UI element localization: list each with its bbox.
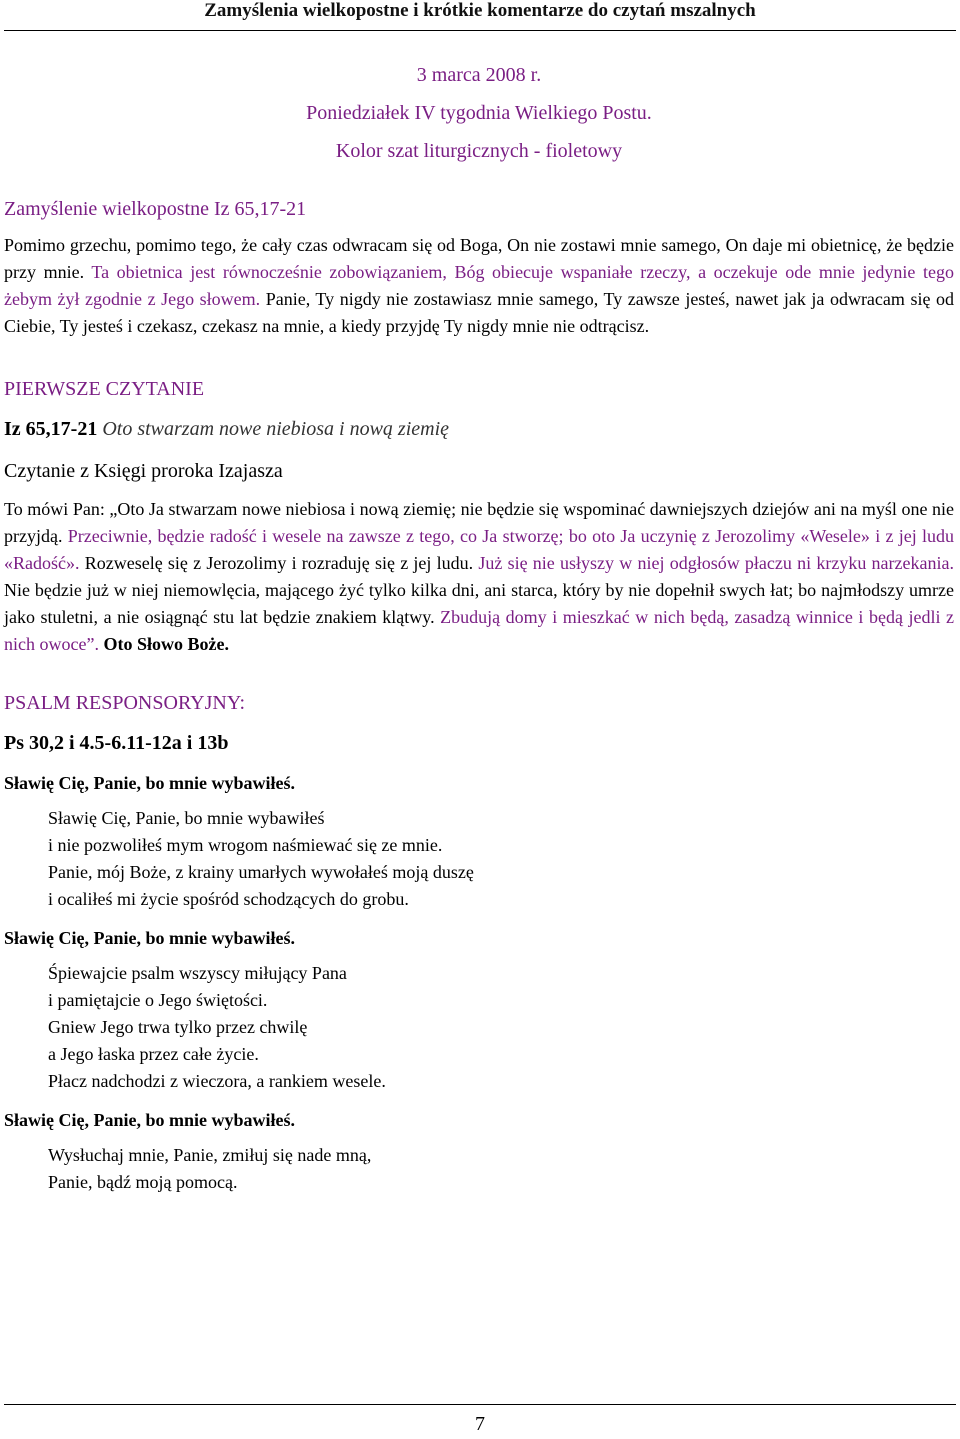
page-footer (4, 1404, 956, 1439)
first-reading-source: Czytanie z Księgi proroka Izajasza (4, 460, 283, 482)
page-content (4, 30, 954, 1196)
reading-text-c: Rozweselę się z Jerozolimy i rozraduję się z jej ludu. (79, 553, 474, 573)
psalm-stanza-3 (4, 1142, 954, 1196)
first-reading-heading: PIERWSZE CZYTANIE (4, 378, 205, 400)
running-header (4, 0, 956, 31)
psalm-stanza-2 (4, 960, 954, 1095)
first-reading-title (4, 414, 954, 444)
reflection-heading: Zamyślenie wielkopostne Iz 65,17-21 (4, 198, 307, 220)
verse-line: Panie, mój Boże, z krainy umarłych wywołałeś moją duszę (48, 862, 474, 882)
psalm (4, 688, 954, 1196)
reading-text-f: Zbudują domy i mieszkać w nich będą, zasadzą winnice i będą jedli z nich owoce”. (4, 607, 955, 654)
verse-line: Śpiewajcie psalm wszyscy miłujący Pana (48, 963, 347, 983)
psalm-stanza-1 (4, 805, 954, 913)
first-reading-subtitle: Oto stwarzam nowe niebiosa i nową ziemię (97, 418, 449, 440)
liturgical-color: Kolor szat liturgicznych - fioletowy (335, 140, 623, 162)
psalm-heading: PSALM RESPONSORYJNY: (4, 692, 246, 714)
verse-line: Gniew Jego trwa tylko przez chwilę (48, 1017, 308, 1037)
verse-line: i ocaliłeś mi życie spośród schodzących do grobu. (48, 889, 409, 909)
verse-line: Sławię Cię, Panie, bo mnie wybawiłeś (48, 808, 325, 828)
reflection-text-3: Panie, Ty nigdy nie zostawiasz mnie samego, Ty zawsze jesteś, nawet jak ja odwracam się od Ciebie, Ty jesteś i czekasz, czekasz na mnie, a kiedy przyjdę Ty nigdy mnie nie odtrącisz. (4, 289, 954, 336)
reflection-body (4, 232, 954, 340)
verse-line: Panie, bądź moją pomocą. (48, 1172, 238, 1192)
verse-line: Płacz nadchodzi z wieczora, a rankiem wesele. (48, 1071, 386, 1091)
reading-text-d: Już się nie usłyszy w niej odgłosów płaczu ni krzyku narzekania. (473, 553, 954, 573)
verse-line: i nie pozwoliłeś mym wrogom naśmiewać się ze mnie. (48, 835, 443, 855)
first-reading-ref: Iz 65,17-21 (4, 418, 98, 440)
psalm-refrain: Sławię Cię, Panie, bo mnie wybawiłeś. (4, 1110, 295, 1130)
psalm-ref: Ps 30,2 i 4.5-6.11-12a i 13b (4, 732, 229, 754)
first-reading-text (4, 496, 954, 658)
date: 3 marca 2008 r. (416, 64, 542, 86)
day-info (4, 56, 954, 170)
reflection-text-2: Ta obietnica jest równocześnie zobowiązaniem, Bóg obiecuje wspaniałe rzeczy, a oczekuje ode mnie jedynie tego żebym żył zgodnie z Jego słowem. (4, 262, 954, 309)
page-number: 7 (475, 1413, 485, 1435)
reading-text-e: Nie będzie już w niej niemowlęcia, mającego żyć tylko kilka dni, ani starca, który by nie dopełnił swych łat; bo najmłodszy umrze jako stuletni, a nie osiągnąć stu lat będzie znakiem klątwy. (4, 580, 954, 627)
header-title: Zamyślenia wielkopostne i krótkie komentarze do czytań mszalnych (204, 0, 756, 21)
first-reading (4, 374, 954, 658)
reading-text-b: Przeciwnie, będzie radość i wesele na zawsze z tego, co Ja stworzę; bo oto Ja uczynię z Jerozolimy «Wesele» i z jej ludu «Radość». (4, 526, 954, 573)
psalm-refrain: Sławię Cię, Panie, bo mnie wybawiłeś. (4, 928, 295, 948)
reading-text-a: To mówi Pan: „Oto Ja stwarzam nowe niebiosa i nową ziemię; nie będzie się wspominać dawniejszych dziejów ani na myśl one nie przyjdą. (4, 499, 954, 546)
verse-line: Wysłuchaj mnie, Panie, zmiłuj się nade mną, (48, 1145, 372, 1165)
reflection-text-1: Pomimo grzechu, pomimo tego, że cały czas odwracam się od Boga, On nie zostawi mnie samego, On daje mi obietnicę, że będzie przy mnie. (4, 235, 954, 282)
reflection (4, 194, 954, 340)
day-name: Poniedziałek IV tygodnia Wielkiego Postu. (306, 102, 652, 124)
psalm-refrain: Sławię Cię, Panie, bo mnie wybawiłeś. (4, 773, 295, 793)
verse-line: i pamiętajcie o Jego świętości. (48, 990, 268, 1010)
reading-closing: Oto Słowo Boże. (98, 634, 229, 654)
verse-line: a Jego łaska przez całe życie. (48, 1044, 259, 1064)
